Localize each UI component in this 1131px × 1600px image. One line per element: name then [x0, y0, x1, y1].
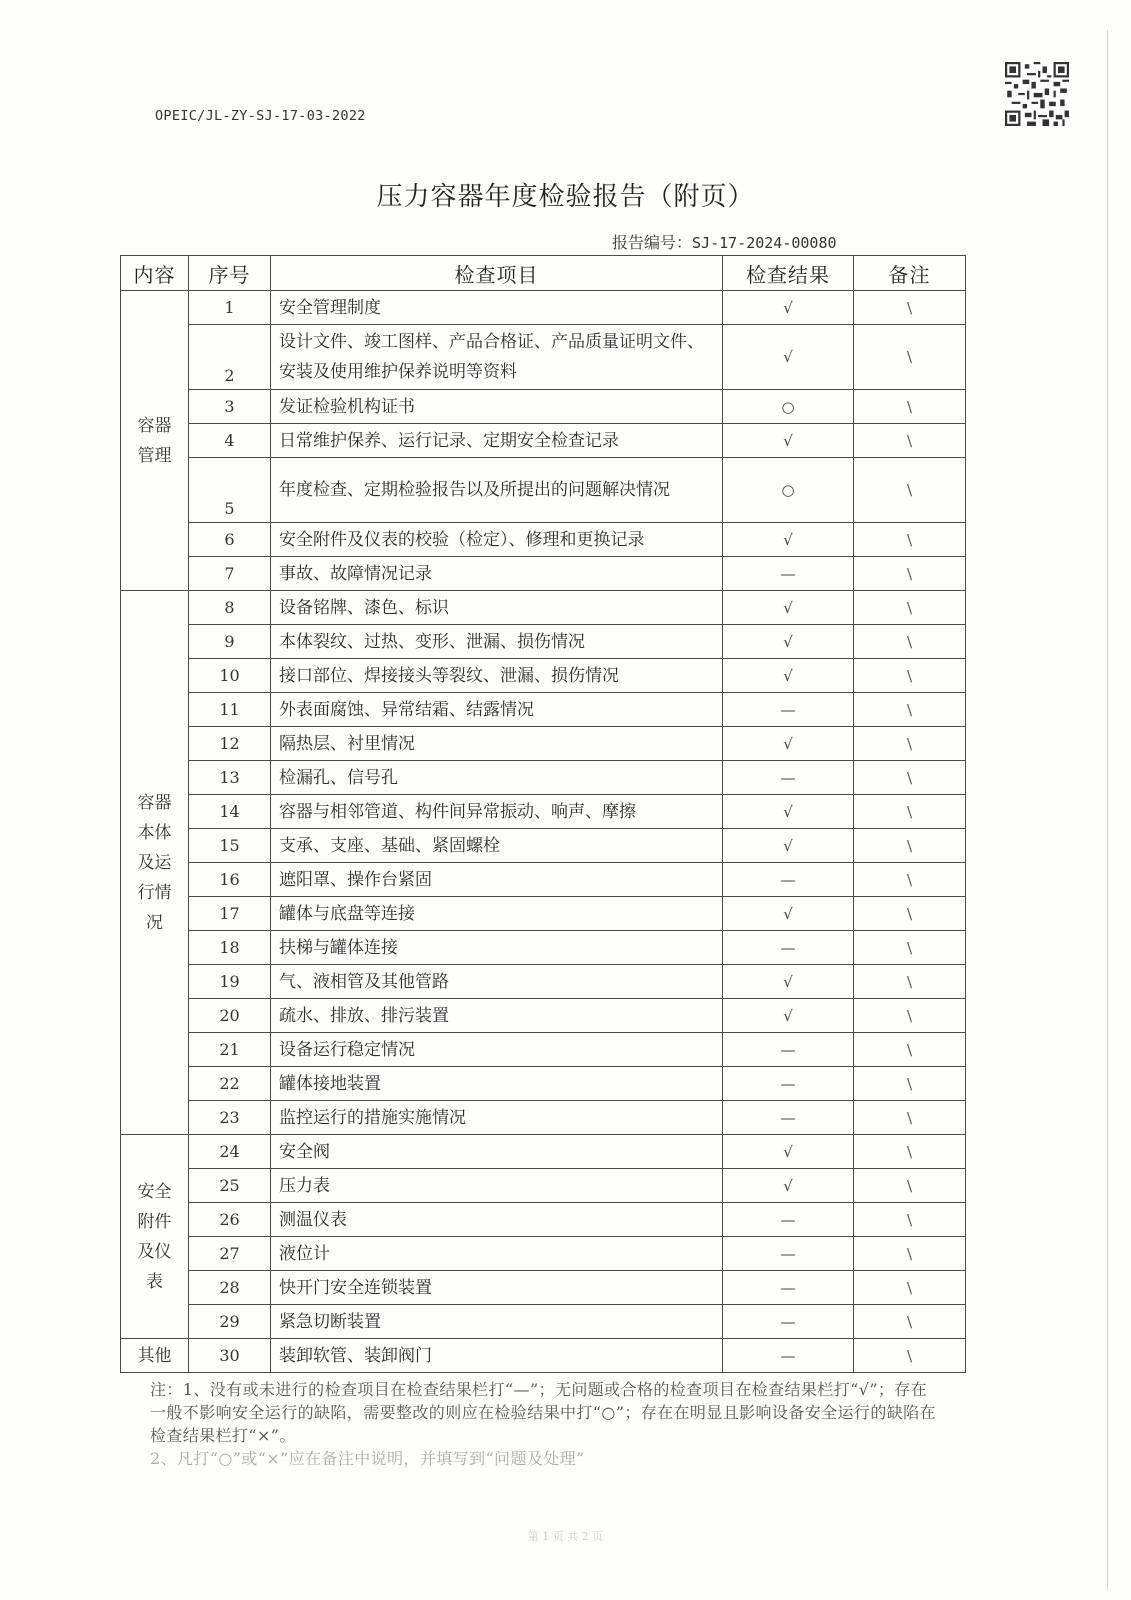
seq-cell: 13: [189, 761, 271, 795]
category-label: 其他: [137, 1345, 172, 1366]
category-cell: [121, 591, 189, 1135]
page-edge: [1107, 30, 1108, 1590]
remark-cell: \: [854, 390, 966, 424]
seq-cell: 12: [189, 727, 271, 761]
seq-cell: 5: [189, 458, 271, 523]
table-row: [121, 390, 966, 424]
item-cell: 支承、支座、基础、紧固螺栓: [271, 829, 723, 863]
remark-cell: \: [854, 1101, 966, 1135]
item-cell: 设备运行稳定情况: [271, 1033, 723, 1067]
report-number: [612, 230, 837, 253]
remark-cell: \: [854, 625, 966, 659]
remark-cell: \: [854, 829, 966, 863]
page-number: 第 1 页 共 2 页: [527, 1530, 604, 1543]
table-row: [121, 931, 966, 965]
seq-cell: 3: [189, 390, 271, 424]
remark-cell: \: [854, 795, 966, 829]
item-cell: 接口部位、焊接接头等裂纹、泄漏、损伤情况: [271, 659, 723, 693]
item-cell: 设备铭牌、漆色、标识: [271, 591, 723, 625]
seq-cell: 27: [189, 1237, 271, 1271]
result-cell: —: [723, 1033, 854, 1067]
category-label: 安全附件及仪表: [137, 1181, 172, 1292]
result-cell: √: [723, 727, 854, 761]
result-cell: √: [723, 659, 854, 693]
result-cell: —: [723, 1271, 854, 1305]
remark-cell: \: [854, 1339, 966, 1373]
table-row: [121, 999, 966, 1033]
table-row: [121, 625, 966, 659]
item-cell: 设计文件、竣工图样、产品合格证、产品质量证明文件、安装及使用维护保养说明等资料: [271, 325, 723, 390]
remark-cell: \: [854, 659, 966, 693]
remark-cell: \: [854, 291, 966, 325]
result-cell: ○: [723, 458, 854, 523]
seq-cell: 22: [189, 1067, 271, 1101]
item-cell: 安全附件及仪表的校验（检定）、修理和更换记录: [271, 523, 723, 557]
category-cell: [121, 291, 189, 591]
qr-code-icon: [1005, 62, 1069, 126]
result-cell: √: [723, 965, 854, 999]
item-cell: 快开门安全连锁装置: [271, 1271, 723, 1305]
seq-cell: 11: [189, 693, 271, 727]
header-result: 检查结果: [723, 256, 854, 291]
result-cell: —: [723, 761, 854, 795]
result-cell: —: [723, 931, 854, 965]
category-label: 容器管理: [137, 415, 172, 466]
category-cell: [121, 1135, 189, 1339]
table-row: [121, 1203, 966, 1237]
result-cell: √: [723, 1135, 854, 1169]
header-seq: 序号: [189, 256, 271, 291]
item-cell: 气、液相管及其他管路: [271, 965, 723, 999]
result-cell: —: [723, 1339, 854, 1373]
document-code: OPEIC/JL-ZY-SJ-17-03-2022: [155, 108, 366, 124]
remark-cell: \: [854, 1067, 966, 1101]
category-cell: [121, 1339, 189, 1373]
table-row: [121, 1101, 966, 1135]
table-row: [121, 591, 966, 625]
notes: [150, 1378, 940, 1470]
item-cell: 遮阳罩、操作台紧固: [271, 863, 723, 897]
item-cell: 罐体与底盘等连接: [271, 897, 723, 931]
table-row: [121, 897, 966, 931]
table-row: [121, 829, 966, 863]
item-cell: 检漏孔、信号孔: [271, 761, 723, 795]
result-cell: —: [723, 1237, 854, 1271]
table-row: [121, 325, 966, 390]
result-cell: —: [723, 1067, 854, 1101]
result-cell: √: [723, 625, 854, 659]
remark-cell: \: [854, 591, 966, 625]
item-cell: 疏水、排放、排污装置: [271, 999, 723, 1033]
table-row: [121, 761, 966, 795]
remark-cell: \: [854, 1271, 966, 1305]
table-row: [121, 1271, 966, 1305]
header-remark: 备注: [854, 256, 966, 291]
table-header-row: [121, 256, 966, 291]
table-row: [121, 1237, 966, 1271]
item-cell: 紧急切断装置: [271, 1305, 723, 1339]
result-cell: —: [723, 693, 854, 727]
table-row: [121, 1135, 966, 1169]
remark-cell: \: [854, 458, 966, 523]
table-row: [121, 727, 966, 761]
item-cell: 日常维护保养、运行记录、定期安全检查记录: [271, 424, 723, 458]
remark-cell: \: [854, 1237, 966, 1271]
result-cell: √: [723, 523, 854, 557]
item-cell: 装卸软管、装卸阀门: [271, 1339, 723, 1373]
remark-cell: \: [854, 863, 966, 897]
seq-cell: 7: [189, 557, 271, 591]
header-item: 检查项目: [271, 256, 723, 291]
item-cell: 测温仪表: [271, 1203, 723, 1237]
result-cell: √: [723, 999, 854, 1033]
table-row: [121, 1305, 966, 1339]
seq-cell: 23: [189, 1101, 271, 1135]
table-row: [121, 291, 966, 325]
result-cell: √: [723, 1169, 854, 1203]
seq-cell: 1: [189, 291, 271, 325]
table-row: [121, 1169, 966, 1203]
item-cell: 压力表: [271, 1169, 723, 1203]
remark-cell: \: [854, 1033, 966, 1067]
header-content: 内容: [121, 256, 189, 291]
note-2: 2、凡打“○”或“×”应在备注中说明，并填写到“问题及处理”: [150, 1449, 585, 1468]
result-cell: √: [723, 897, 854, 931]
remark-cell: \: [854, 693, 966, 727]
seq-cell: 28: [189, 1271, 271, 1305]
report-title: 压力容器年度检验报告（附页）: [376, 182, 755, 212]
seq-cell: 25: [189, 1169, 271, 1203]
table-row: [121, 965, 966, 999]
remark-cell: \: [854, 727, 966, 761]
report-number-label: 报告编号：: [612, 233, 693, 252]
inspection-table: [120, 255, 966, 1373]
result-cell: —: [723, 1203, 854, 1237]
seq-cell: 14: [189, 795, 271, 829]
table-row: [121, 795, 966, 829]
remark-cell: \: [854, 424, 966, 458]
remark-cell: \: [854, 1169, 966, 1203]
item-cell: 扶梯与罐体连接: [271, 931, 723, 965]
table-row: [121, 523, 966, 557]
result-cell: ○: [723, 390, 854, 424]
seq-cell: 26: [189, 1203, 271, 1237]
seq-cell: 18: [189, 931, 271, 965]
result-cell: √: [723, 795, 854, 829]
table-row: [121, 659, 966, 693]
remark-cell: \: [854, 325, 966, 390]
result-cell: √: [723, 591, 854, 625]
table-row: [121, 557, 966, 591]
result-cell: √: [723, 424, 854, 458]
remark-cell: \: [854, 931, 966, 965]
item-cell: 容器与相邻管道、构件间异常振动、响声、摩擦: [271, 795, 723, 829]
result-cell: √: [723, 829, 854, 863]
item-cell: 安全阀: [271, 1135, 723, 1169]
table-row: [121, 458, 966, 523]
item-cell: 罐体接地装置: [271, 1067, 723, 1101]
table-row: [121, 863, 966, 897]
seq-cell: 17: [189, 897, 271, 931]
item-cell: 安全管理制度: [271, 291, 723, 325]
seq-cell: 29: [189, 1305, 271, 1339]
seq-cell: 6: [189, 523, 271, 557]
item-cell: 发证检验机构证书: [271, 390, 723, 424]
seq-cell: 15: [189, 829, 271, 863]
item-cell: 年度检查、定期检验报告以及所提出的问题解决情况: [271, 458, 723, 523]
seq-cell: 16: [189, 863, 271, 897]
seq-cell: 20: [189, 999, 271, 1033]
seq-cell: 19: [189, 965, 271, 999]
seq-cell: 24: [189, 1135, 271, 1169]
remark-cell: \: [854, 897, 966, 931]
table-row: [121, 1339, 966, 1373]
seq-cell: 8: [189, 591, 271, 625]
item-cell: 本体裂纹、过热、变形、泄漏、损伤情况: [271, 625, 723, 659]
result-cell: √: [723, 291, 854, 325]
result-cell: —: [723, 1101, 854, 1135]
seq-cell: 2: [189, 325, 271, 390]
table-row: [121, 693, 966, 727]
remark-cell: \: [854, 557, 966, 591]
result-cell: —: [723, 1305, 854, 1339]
seq-cell: 21: [189, 1033, 271, 1067]
item-cell: 事故、故障情况记录: [271, 557, 723, 591]
seq-cell: 4: [189, 424, 271, 458]
remark-cell: \: [854, 999, 966, 1033]
seq-cell: 30: [189, 1339, 271, 1373]
remark-cell: \: [854, 1305, 966, 1339]
item-cell: 外表面腐蚀、异常结霜、结露情况: [271, 693, 723, 727]
item-cell: 液位计: [271, 1237, 723, 1271]
seq-cell: 9: [189, 625, 271, 659]
report-number-value: SJ-17-2024-00080: [692, 234, 837, 252]
result-cell: —: [723, 863, 854, 897]
table-row: [121, 1067, 966, 1101]
result-cell: √: [723, 325, 854, 390]
table-row: [121, 424, 966, 458]
remark-cell: \: [854, 1203, 966, 1237]
note-1: 注：1、没有或未进行的检查项目在检查结果栏打“—”；无问题或合格的检查项目在检查结果栏打“√”；存在一般不影响安全运行的缺陷，需要整改的则应在检验结果中打“○”；存在在明显且影响设备安全运行的缺陷在检查结果栏打“×”。: [150, 1380, 936, 1445]
remark-cell: \: [854, 523, 966, 557]
result-cell: —: [723, 557, 854, 591]
category-label: 容器本体及运行情况: [137, 792, 172, 933]
remark-cell: \: [854, 965, 966, 999]
remark-cell: \: [854, 1135, 966, 1169]
item-cell: 监控运行的措施实施情况: [271, 1101, 723, 1135]
item-cell: 隔热层、衬里情况: [271, 727, 723, 761]
table-row: [121, 1033, 966, 1067]
remark-cell: \: [854, 761, 966, 795]
seq-cell: 10: [189, 659, 271, 693]
